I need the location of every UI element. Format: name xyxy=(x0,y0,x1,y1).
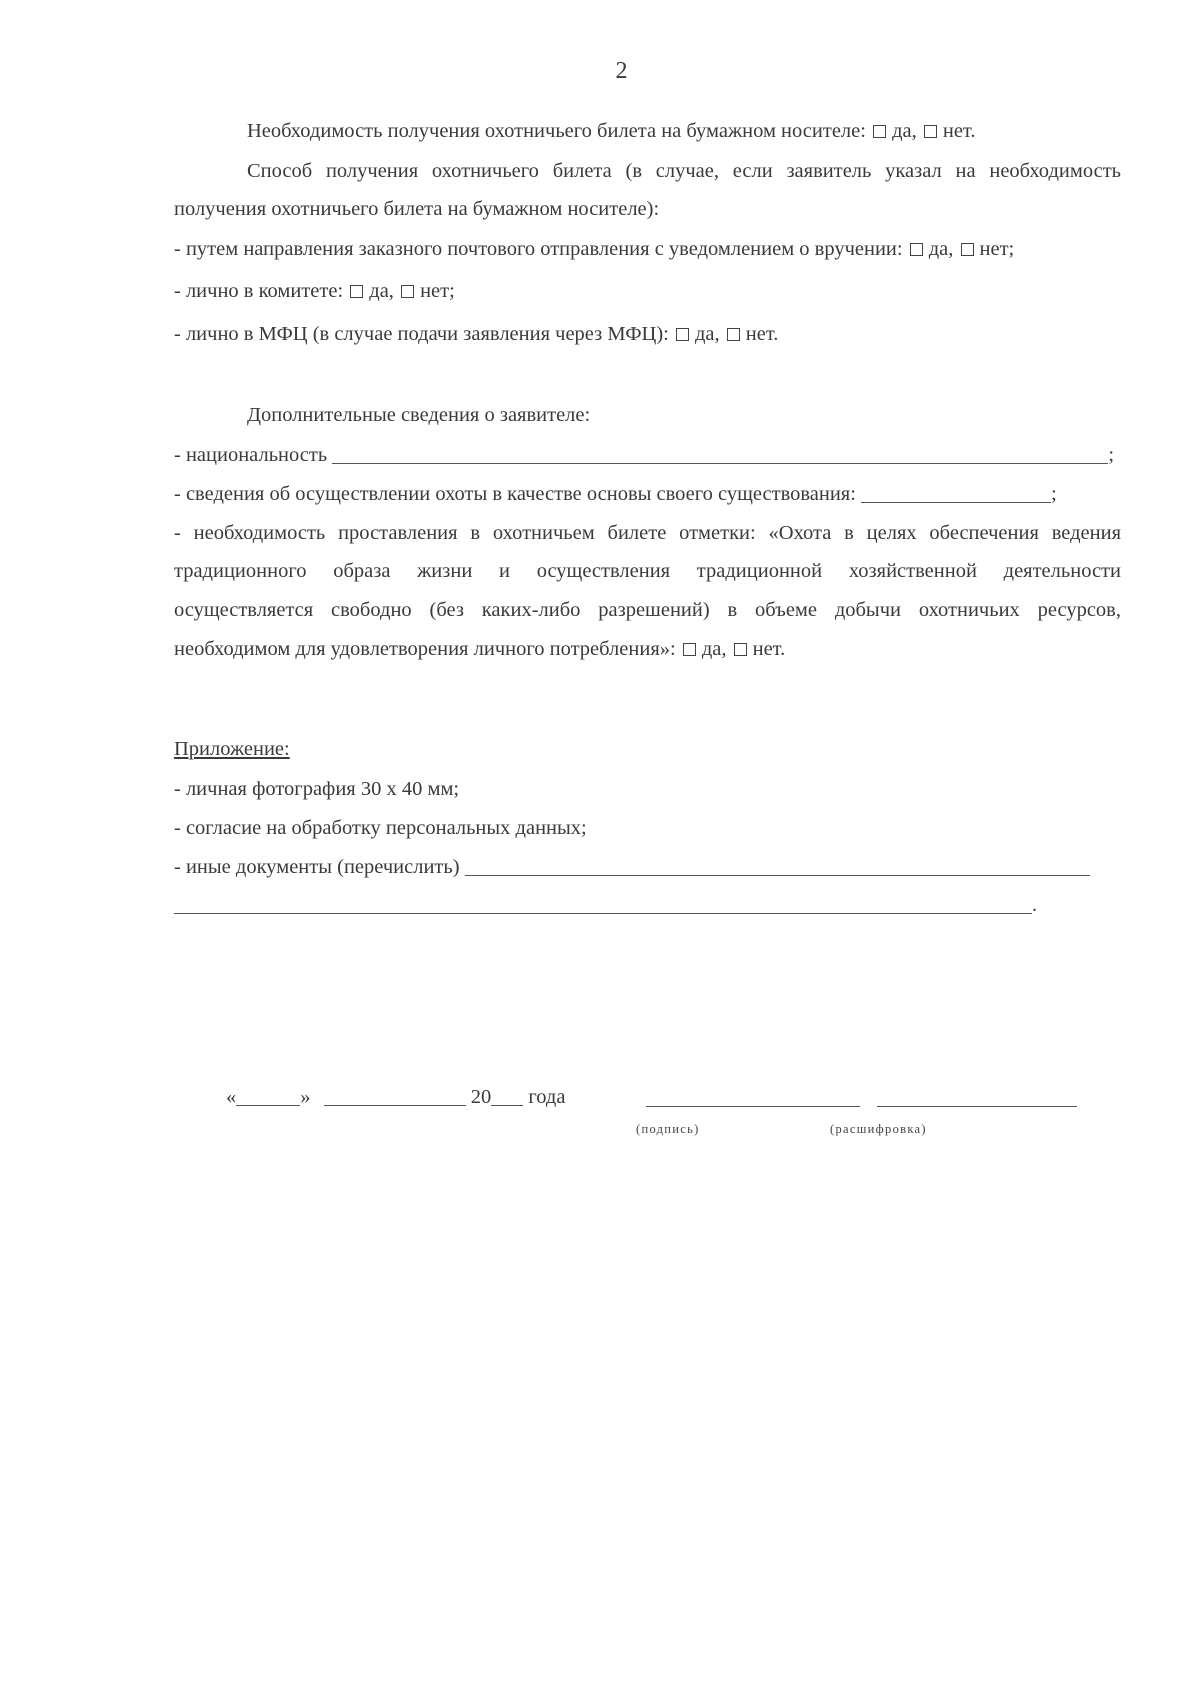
date-year-input[interactable] xyxy=(491,1087,523,1106)
additional-heading: Дополнительные сведения о заявителе: xyxy=(247,404,591,426)
nationality-row xyxy=(174,444,1114,467)
paper-ticket-no-label: нет. xyxy=(942,120,976,142)
appendix-other-end: . xyxy=(1032,894,1038,916)
method-mail-yes-label: да, xyxy=(928,238,954,260)
date-month-input[interactable] xyxy=(324,1087,466,1106)
appendix-item-photo: - личная фотография 30 х 40 мм; xyxy=(174,778,460,800)
mark-line-3: осуществляется свободно (без каких-либо разрешений) в объеме добычи охотничьих ресурсов, xyxy=(174,599,1121,621)
method-mfc-yes-checkbox[interactable] xyxy=(676,328,689,341)
method-mfc-label: - лично в МФЦ (в случае подачи заявления через МФЦ): xyxy=(174,323,669,345)
date-year-prefix: 20 xyxy=(470,1086,492,1108)
paper-ticket-yes-label: да, xyxy=(892,120,917,142)
mark-line-1: - необходимость проставления в охотничьем билете отметки: «Охота в целях обеспечения ведения xyxy=(174,522,1121,544)
hunting-basis-input[interactable] xyxy=(861,484,1051,503)
date-quote-open: « xyxy=(226,1086,237,1108)
signature-input[interactable] xyxy=(646,1106,860,1107)
method-option-mfc xyxy=(174,323,778,346)
hunting-basis-label: - сведения об осуществлении охоты в качестве основы своего существования: xyxy=(174,483,856,505)
signature-caption: (подпись) xyxy=(636,1122,700,1136)
appendix-other-continuation xyxy=(174,894,1037,917)
method-mfc-yes-label: да, xyxy=(694,323,720,345)
method-mail-label: - путем направления заказного почтового отправления с уведомлением о вручении: xyxy=(174,238,903,260)
mark-yes-label: да, xyxy=(701,638,727,660)
appendix-heading: Приложение: xyxy=(174,738,290,760)
method-committee-no-label: нет; xyxy=(420,280,455,302)
method-option-mail xyxy=(174,238,1014,261)
paper-ticket-no-checkbox[interactable] xyxy=(924,125,937,138)
method-line-1: Способ получения охотничьего билета (в случае, если заявитель указал на необходимость xyxy=(247,160,1121,182)
method-mail-yes-checkbox[interactable] xyxy=(910,243,923,256)
page-number: 2 xyxy=(615,58,628,84)
paper-ticket-label: Необходимость получения охотничьего билета на бумажном носителе: xyxy=(247,120,866,142)
paper-ticket-yes-checkbox[interactable] xyxy=(873,125,886,138)
nationality-input[interactable] xyxy=(332,445,1108,464)
method-mfc-no-checkbox[interactable] xyxy=(727,328,740,341)
method-line-2: получения охотничьего билета на бумажном носителе): xyxy=(174,198,660,220)
mark-no-checkbox[interactable] xyxy=(734,643,747,656)
method-option-committee xyxy=(174,280,455,303)
date-quote-close: » xyxy=(300,1086,311,1108)
date-row xyxy=(226,1086,565,1109)
nationality-label: - национальность xyxy=(174,444,328,466)
mark-line-4-text: необходимом для удовлетворения личного потребления»: xyxy=(174,638,676,660)
decoding-input[interactable] xyxy=(877,1106,1077,1107)
hunting-basis-row xyxy=(174,483,1057,506)
date-year-suffix: года xyxy=(528,1086,566,1108)
paper-ticket-question xyxy=(247,120,975,143)
mark-line-4 xyxy=(174,638,785,661)
date-day-input[interactable] xyxy=(236,1087,300,1106)
appendix-other-input-line-2[interactable] xyxy=(174,895,1032,914)
appendix-item-consent: - согласие на обработку персональных данных; xyxy=(174,817,587,839)
hunting-basis-end: ; xyxy=(1051,483,1057,505)
method-committee-label: - лично в комитете: xyxy=(174,280,344,302)
appendix-item-other xyxy=(174,856,1090,879)
mark-no-label: нет. xyxy=(752,638,786,660)
method-committee-no-checkbox[interactable] xyxy=(401,285,414,298)
method-mail-no-checkbox[interactable] xyxy=(961,243,974,256)
mark-line-2: традиционного образа жизни и осуществления традиционной хозяйственной деятельности xyxy=(174,560,1121,582)
nationality-end: ; xyxy=(1108,444,1115,466)
mark-yes-checkbox[interactable] xyxy=(683,643,696,656)
appendix-other-label: - иные документы (перечислить) xyxy=(174,856,460,878)
decoding-caption: (расшифровка) xyxy=(830,1122,927,1136)
method-committee-yes-label: да, xyxy=(369,280,394,302)
method-mail-no-label: нет; xyxy=(979,238,1015,260)
method-mfc-no-label: нет. xyxy=(745,323,779,345)
method-committee-yes-checkbox[interactable] xyxy=(350,285,363,298)
appendix-other-input[interactable] xyxy=(465,857,1090,876)
